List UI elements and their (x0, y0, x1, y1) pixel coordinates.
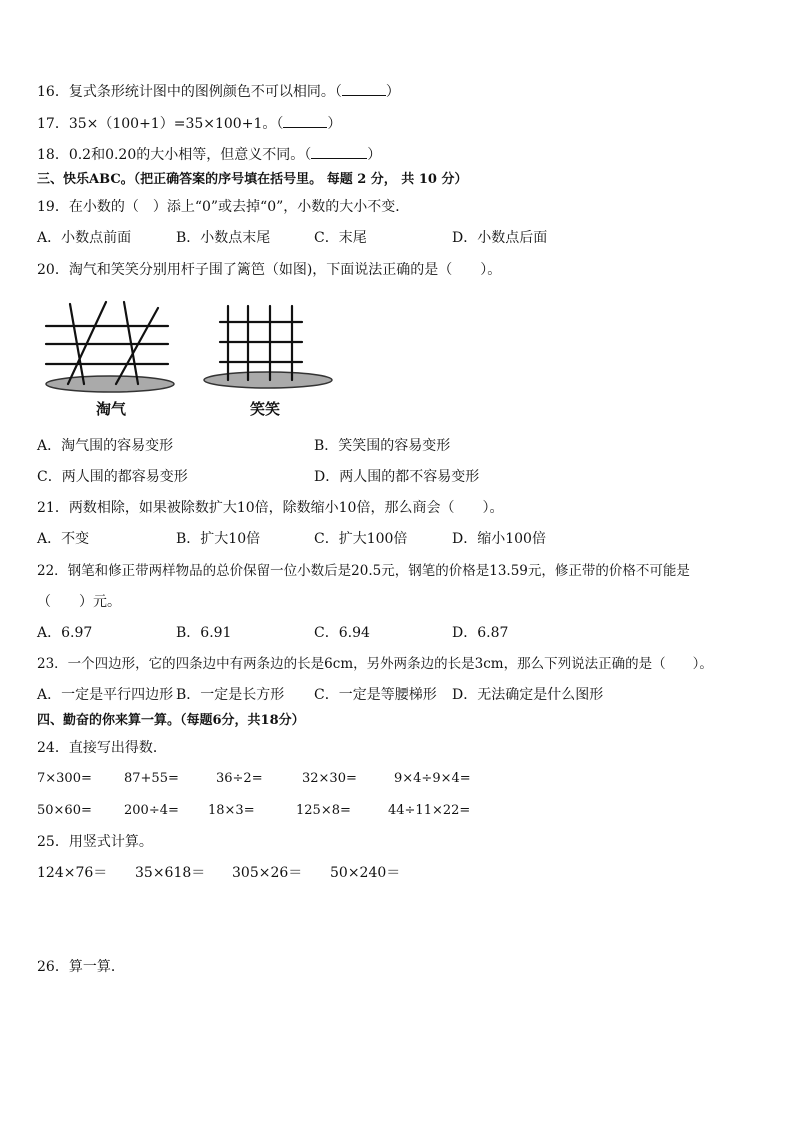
question-17 (37, 115, 341, 133)
calc-24-1-4: 32×30= (302, 771, 357, 786)
question-16-text: 16．复式条形统计图中的图例颜色不可以相同。（ (37, 84, 342, 100)
option-22-b[interactable]: B．6.91 (176, 625, 232, 641)
question-23: 23．一个四边形，它的四条边中有两条边的长是6cm，另外两条边的长是3cm，那么下列说法正确的是（ ）。 (37, 656, 713, 672)
option-22-a[interactable]: A．6.97 (37, 625, 93, 641)
option-19-c[interactable]: C．末尾 (314, 230, 367, 246)
section-3-heading: 三、快乐ABC。（把正确答案的序号填在括号里。 每题 2 分， 共 10 分） (37, 172, 468, 187)
question-16-end: ） (385, 84, 400, 100)
option-20-d[interactable]: D．两人围的都不容易变形 (314, 469, 480, 485)
figure-label-taoqi: 淘气 (96, 400, 127, 418)
question-22: 22．钢笔和修正带两样物品的总价保留一位小数后是20.5元，钢笔的价格是13.59元，修正带的价格不可能是 (37, 563, 690, 579)
question-24: 24．直接写出得数． (37, 740, 167, 756)
calc-24-1-5: 9×4÷9×4= (394, 771, 471, 786)
vertical-calc-3: 305×26＝ (232, 865, 303, 881)
question-26: 26．算一算． (37, 959, 125, 975)
option-23-c[interactable]: C．一定是等腰梯形 (314, 687, 437, 703)
option-22-d[interactable]: D．6.87 (452, 625, 509, 641)
option-19-d[interactable]: D．小数点后面 (452, 230, 548, 246)
calc-24-2-3: 18×3= (208, 803, 255, 818)
calc-24-1-1: 7×300= (37, 771, 92, 786)
vertical-calc-2: 35×618＝ (135, 865, 206, 881)
question-18-text: 18．0.2和0.20的大小相等，但意义不同。（ (37, 147, 312, 163)
figure-label-xiaoxiao: 笑笑 (250, 400, 281, 418)
option-20-c[interactable]: C．两人围的都容易变形 (37, 469, 188, 485)
question-16 (37, 83, 400, 101)
option-21-b[interactable]: B．扩大10倍 (176, 531, 261, 547)
option-21-c[interactable]: C．扩大100倍 (314, 531, 408, 547)
option-19-a[interactable]: A．小数点前面 (37, 230, 132, 246)
question-17-text: 17．35×（100+1）=35×100+1。（ (37, 116, 284, 132)
option-21-d[interactable]: D．缩小100倍 (452, 531, 546, 547)
calc-24-2-1: 50×60= (37, 803, 92, 818)
question-19: 19．在小数的（ ）添上“0”或去掉“0”，小数的大小不变． (37, 199, 410, 215)
calc-24-2-4: 125×8= (296, 803, 351, 818)
option-19-b[interactable]: B．小数点末尾 (176, 230, 271, 246)
question-22-continued: （ ）元。 (37, 594, 121, 610)
option-22-c[interactable]: C．6.94 (314, 625, 370, 641)
option-20-b[interactable]: B．笑笑围的容易变形 (314, 438, 451, 454)
question-18-end: ） (367, 147, 382, 163)
vertical-calc-1: 124×76＝ (37, 865, 108, 881)
calc-24-2-2: 200÷4= (124, 803, 179, 818)
question-21: 21．两数相除，如果被除数扩大10倍，除数缩小10倍，那么商会（ ）。 (37, 500, 504, 516)
answer-blank-17[interactable] (283, 115, 327, 128)
answer-blank-16[interactable] (342, 83, 386, 96)
option-23-a[interactable]: A．一定是平行四边形 (37, 687, 174, 703)
vertical-calc-4: 50×240＝ (330, 865, 401, 881)
option-23-d[interactable]: D．无法确定是什么图形 (452, 687, 604, 703)
answer-blank-18[interactable] (311, 146, 367, 159)
question-18 (37, 146, 381, 164)
option-21-a[interactable]: A．不变 (37, 531, 90, 547)
taoqi-ground-ellipse (46, 376, 174, 392)
calc-24-1-3: 36÷2= (216, 771, 263, 786)
question-17-end: ） (327, 116, 342, 132)
option-23-b[interactable]: B．一定是长方形 (176, 687, 285, 703)
section-4-heading: 四、勤奋的你来算一算。（每题6分，共18分） (37, 713, 305, 728)
taoqi-fence-figure (40, 298, 190, 398)
xiaoxiao-ground-ellipse (204, 372, 332, 388)
question-25: 25．用竖式计算。 (37, 834, 153, 850)
xiaoxiao-fence-figure (200, 298, 340, 398)
question-20: 20．淘气和笑笑分别用杆子围了篱笆（如图)，下面说法正确的是（ ）。 (37, 262, 502, 278)
calc-24-1-2: 87+55= (124, 771, 179, 786)
option-20-a[interactable]: A．淘气围的容易变形 (37, 438, 174, 454)
calc-24-2-5: 44÷11×22= (388, 803, 471, 818)
